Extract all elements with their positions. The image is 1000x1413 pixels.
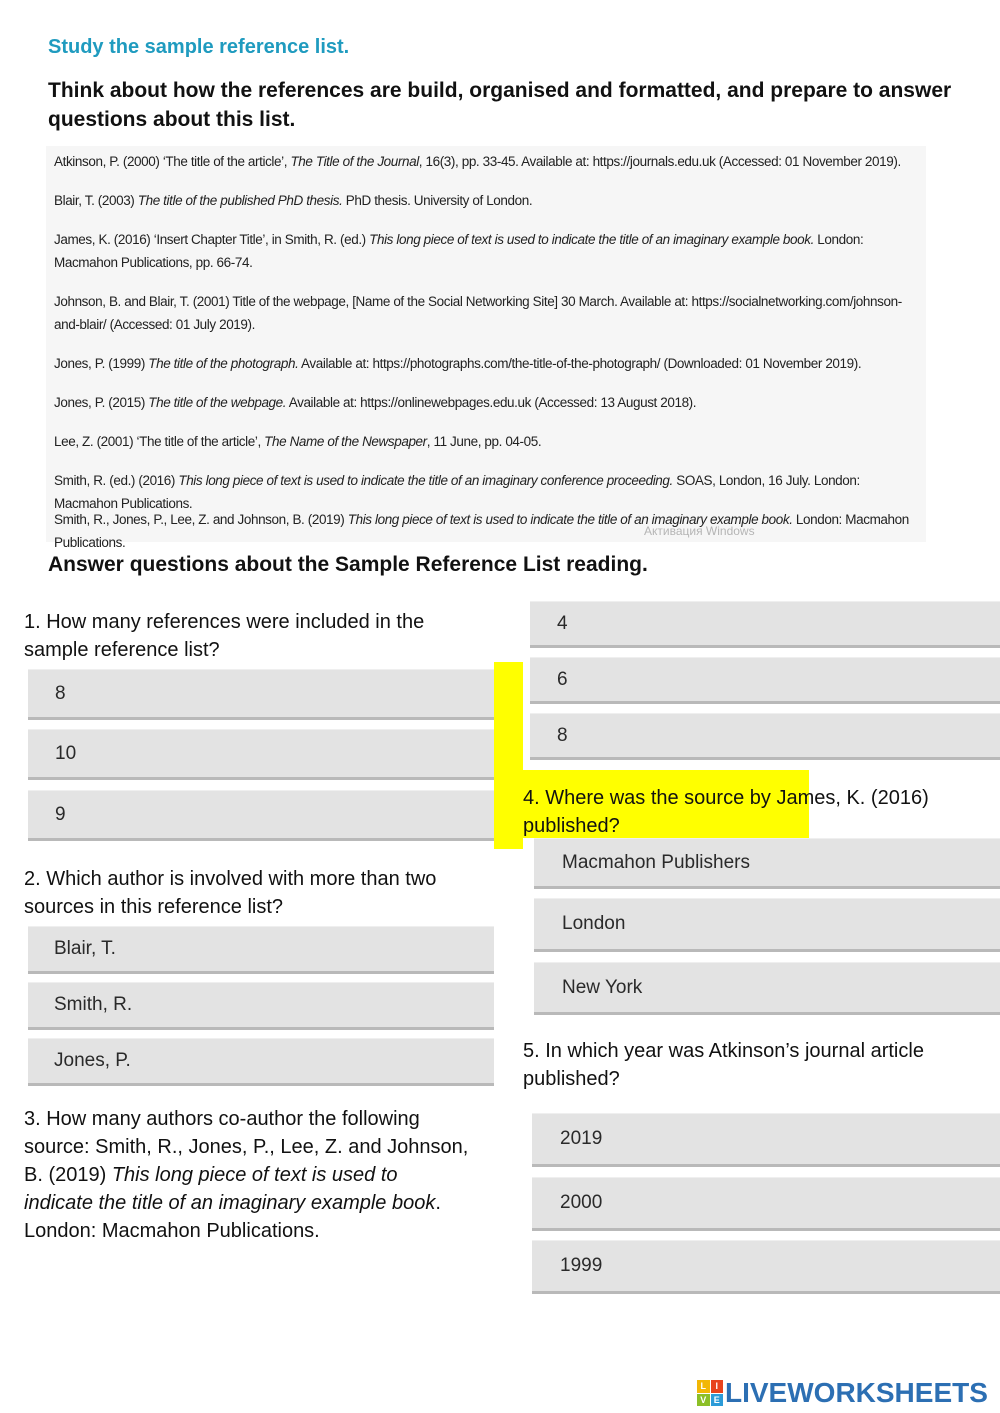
q2-option-2[interactable]: Smith, R.	[28, 982, 494, 1030]
reference-item: Lee, Z. (2001) ‘The title of the article’, The Name of the Newspaper, 11 June, pp. 04-05.	[54, 434, 542, 449]
reference-item: Blair, T. (2003) The title of the published PhD thesis. PhD thesis. University of London.	[54, 193, 533, 208]
reference-item: Jones, P. (2015) The title of the webpage. Available at: https://onlinewebpages.edu.uk (Accessed: 13 August 2018).	[54, 395, 697, 410]
question-3-text: 3. How many authors co-author the following source: Smith, R., Jones, P., Lee, Z. and Johnson, B. (2019) This long piece of text is used to indicate the title of an imaginary example book. London: Macmahon Publications.	[24, 1108, 469, 1242]
reference-item: Johnson, B. and Blair, T. (2001) Title of the webpage, [Name of the Social Networking Site] 30 March. Available at: https://socialnetworking.com/johnson-and-blair/ (Accessed: 01 July 2019).	[54, 294, 902, 332]
question-4-text: 4. Where was the source by James, K. (2016) published?	[523, 787, 929, 837]
q5-option-1[interactable]: 2019	[532, 1113, 1000, 1167]
q2-option-3[interactable]: Jones, P.	[28, 1038, 494, 1086]
reference-item: Smith, R., Jones, P., Lee, Z. and Johnson, B. (2019) This long piece of text is used to indicate the title of an imaginary example book. London: Macmahon Publications.	[54, 512, 909, 550]
q1-option-2[interactable]: 10	[28, 729, 494, 780]
q1-option-3[interactable]: 9	[28, 790, 494, 841]
question-5-text: 5. In which year was Atkinson’s journal article published?	[523, 1040, 924, 1090]
q3-option-2[interactable]: 6	[530, 657, 1000, 704]
q2-option-1[interactable]: Blair, T.	[28, 926, 494, 974]
windows-activation-watermark: Активация Windows	[644, 524, 755, 538]
q5-option-2[interactable]: 2000	[532, 1177, 1000, 1231]
reference-list	[46, 146, 926, 550]
q3-option-3[interactable]: 8	[530, 713, 1000, 760]
question-2-text: 2. Which author is involved with more than two sources in this reference list?	[24, 868, 437, 918]
answer-heading: Answer questions about the Sample Reference List reading.	[48, 553, 648, 576]
liveworksheets-logo[interactable]	[697, 1376, 988, 1410]
reference-item: Smith, R. (ed.) (2016) This long piece of text is used to indicate the title of an imaginary conference proceeding. SOAS, London, 16 July. London: Macmahon Publications.	[54, 473, 860, 511]
question-1-text: 1. How many references were included in the sample reference list?	[24, 611, 425, 661]
q5-option-3[interactable]: 1999	[532, 1240, 1000, 1294]
brand-name: LIVEWORKSHEETS	[725, 1377, 988, 1408]
q1-option-1[interactable]: 8	[28, 669, 494, 720]
instructions-heading: Think about how the references are build, organised and formatted, and prepare to answer questions about this list.	[48, 79, 952, 131]
reference-item: Atkinson, P. (2000) ‘The title of the article’, The Title of the Journal, 16(3), pp. 33-45. Available at: https://journals.edu.uk (Accessed: 01 November 2019).	[54, 154, 901, 169]
reference-item: James, K. (2016) ‘Insert Chapter Title’, in Smith, R. (ed.) This long piece of text is used to indicate the title of an imaginary example book. London: Macmahon Publications, pp. 66-74.	[54, 232, 864, 270]
q3-option-1[interactable]: 4	[530, 601, 1000, 648]
q4-option-1[interactable]: Macmahon Publishers	[534, 838, 1000, 889]
q4-option-3[interactable]: New York	[534, 962, 1000, 1015]
liveworksheets-logo-icon: L I V E	[697, 1380, 723, 1406]
q4-option-2[interactable]: London	[534, 898, 1000, 952]
reference-item: Jones, P. (1999) The title of the photograph. Available at: https://photographs.com/the-title-of-the-photograph/ (Downloaded: 01 November 2019).	[54, 356, 862, 371]
study-heading: Study the sample reference list.	[48, 36, 350, 58]
